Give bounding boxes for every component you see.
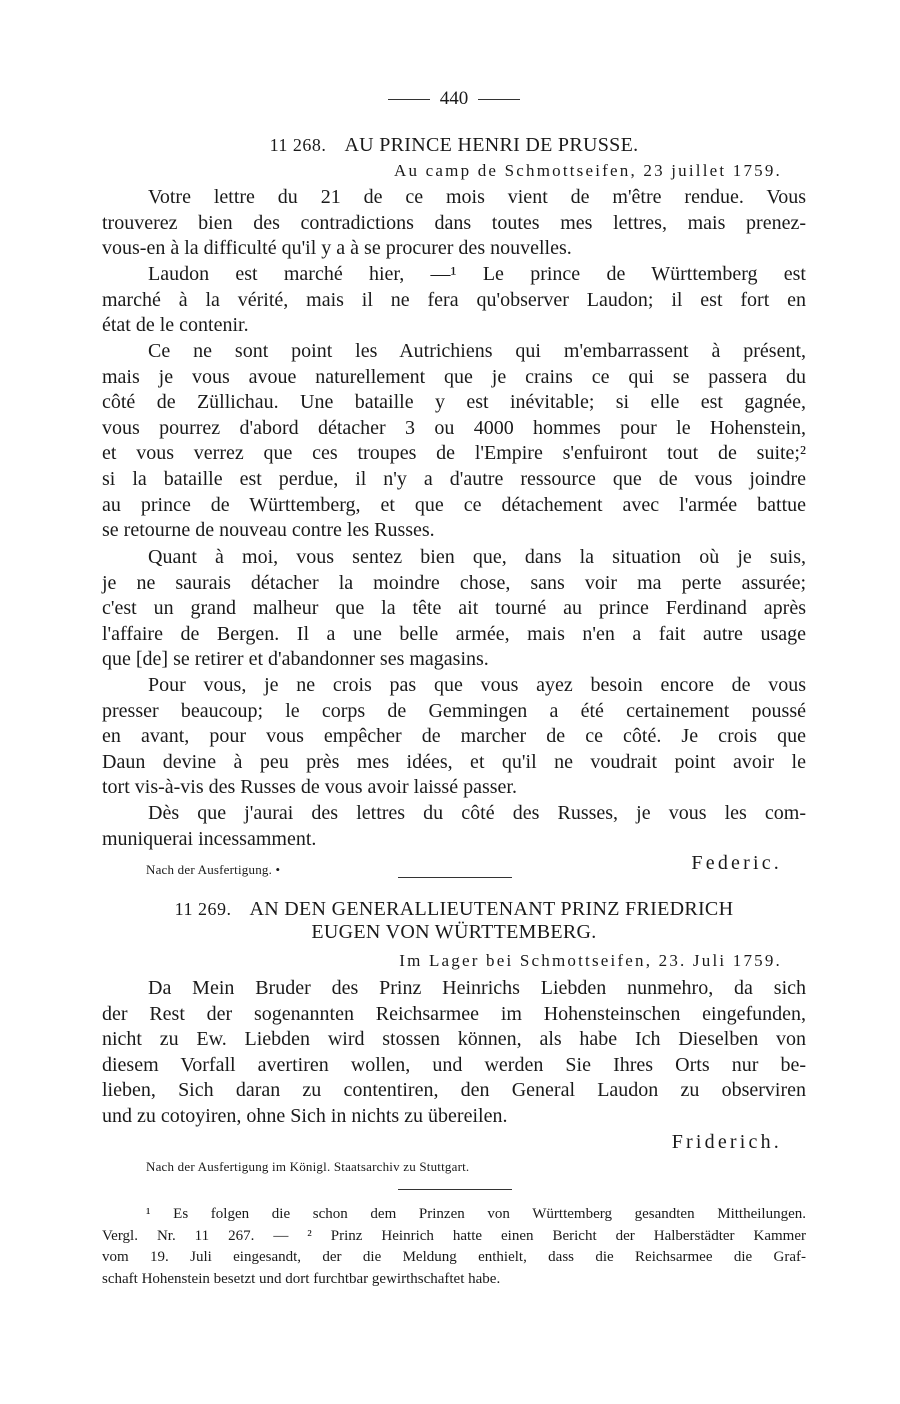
letter-2-number: 11 269. — [174, 899, 232, 919]
text-line: diesem Vorfall avertiren wollen, und werden Sie Ihres Orts nur be- — [102, 1053, 806, 1076]
footnote-line: ¹ Es folgen die schon dem Prinzen von Württemberg gesandten Mittheilungen. — [146, 1206, 806, 1222]
text-line: état de le contenir. — [102, 314, 249, 337]
text-line: Quant à moi, vous sentez bien que, dans la situation où je suis, — [148, 546, 806, 568]
letter-2-title-line-1: AN DEN GENERALLIEUTENANT PRINZ FRIEDRICH — [249, 898, 734, 920]
text-line: si la bataille est perdue, il n'y a d'autre ressource que de vous joindre — [102, 467, 806, 490]
letter-1-paragraph — [102, 185, 806, 262]
text-line: Votre lettre du 21 de ce mois vient de m'être rendue. Vous — [148, 186, 806, 208]
text-line: und zu cotoyiren, ohne Sich in nichts zu übereilen. — [102, 1104, 508, 1127]
dash-rule-left — [388, 99, 430, 100]
letter-2-heading — [102, 898, 806, 944]
text-line: tort vis-à-vis des Russes de vous avoir laissé passer. — [102, 776, 517, 799]
letter-1-source-note: Nach der Ausfertigung. • — [146, 862, 281, 877]
text-line: Laudon est marché hier, —¹ Le prince de Württemberg est — [148, 263, 806, 285]
footnote-line: schaft Hohenstein besetzt und dort furchtbar gewirthschaftet habe. — [102, 1270, 501, 1287]
letter-2-dateline: Im Lager bei Schmottseifen, 23. Juli 1759. — [399, 951, 782, 970]
text-line: presser beaucoup; le corps de Gemmingen a été certainement poussé — [102, 699, 806, 722]
text-line: vous pourrez d'abord détacher 3 ou 4000 hommes pour le Hohenstein, — [102, 416, 806, 439]
text-line: Pour vous, je ne crois pas que vous ayez besoin encore de vous — [148, 674, 806, 696]
footnote-line: vom 19. Juli eingesandt, der die Meldung enthielt, dass die Reichsarmee die Graf- — [102, 1249, 806, 1265]
separator-rule — [398, 877, 512, 878]
dash-rule-right — [478, 99, 520, 100]
text-line: que [de] se retirer et d'abandonner ses magasins. — [102, 648, 489, 671]
text-line: c'est un grand malheur que la tête ait tourné au prince Ferdinand après — [102, 597, 806, 620]
letter-1-dateline: Au camp de Schmottseifen, 23 juillet 1759. — [394, 161, 782, 180]
text-line: Ce ne sont point les Autrichiens qui m'embarrassent à présent, — [148, 340, 806, 362]
letter-2-title-line-2: EUGEN VON WÜRTTEMBERG. — [311, 921, 597, 943]
footnote-line: Vergl. Nr. 11 267. — ² Prinz Heinrich hatte einen Bericht der Halberstädter Kammer — [102, 1227, 806, 1244]
text-line: l'affaire de Bergen. Il a une belle armée, mais n'en a fait autre usage — [102, 622, 806, 645]
page-number-line — [102, 88, 806, 110]
letter-1-heading — [102, 134, 806, 157]
letter-1-signature: Federic. — [691, 852, 782, 874]
letter-1-paragraph — [102, 545, 806, 673]
text-line: trouverez bien des contradictions dans toutes mes lettres, mais prenez- — [102, 211, 806, 234]
text-line: Daun devine à peu près mes idées, et qu'il ne voudrait point avoir le — [102, 750, 806, 773]
text-line: en avant, pour vous empêcher de marcher de ce côté. Je crois que — [102, 725, 806, 748]
text-line: côté de Züllichau. Une bataille y est inévitable; si elle est gagnée, — [102, 391, 806, 414]
page-number: 440 — [439, 88, 469, 109]
text-line: et vous verrez que ces troupes de l'Empire s'enfuiront tout de suite;² — [102, 442, 806, 465]
text-line: mais je vous avoue naturellement que je crains ce qui se passera du — [102, 365, 806, 388]
text-line: vous-en à la difficulté qu'il y a à se procurer des nouvelles. — [102, 237, 572, 260]
letter-1-paragraph — [102, 673, 806, 801]
letter-1-number: 11 268. — [269, 135, 327, 155]
footnote-rule — [398, 1189, 512, 1190]
letter-1-paragraph — [102, 801, 806, 852]
letter-2-signature: Friderich. — [671, 1131, 782, 1153]
text-line: au prince de Württemberg, et que ce détachement avec l'armée battue — [102, 493, 806, 516]
text-line: lieben, Sich daran zu contentiren, den General Laudon zu observiren — [102, 1079, 806, 1102]
letter-1-paragraph — [102, 339, 806, 544]
text-line: se retourne de nouveau contre les Russes. — [102, 519, 435, 542]
text-line: Da Mein Bruder des Prinz Heinrichs Liebden nunmehro, da sich — [148, 977, 806, 999]
letter-1-paragraph — [102, 262, 806, 339]
text-line: Dès que j'aurai des lettres du côté des Russes, je vous les com- — [148, 802, 806, 824]
text-line: muniquerai incessamment. — [102, 827, 317, 850]
letter-1-title: AU PRINCE HENRI DE PRUSSE. — [344, 134, 639, 156]
text-line: je ne saurais détacher la moindre chose, sans voir ma perte assurée; — [102, 571, 806, 594]
text-line: nicht zu Ew. Liebden wird stossen können, als habe Ich Dieselben von — [102, 1028, 806, 1051]
footnotes — [102, 1204, 806, 1290]
letter-2-source-note: Nach der Ausfertigung im Königl. Staatsarchiv zu Stuttgart. — [146, 1159, 470, 1174]
letter-2-paragraph — [102, 976, 806, 1130]
text-line: marché à la vérité, mais il ne fera qu'observer Laudon; il est fort en — [102, 288, 806, 311]
text-line: der Rest der sogenannten Reichsarmee im Hohensteinschen eingefunden, — [102, 1002, 806, 1025]
